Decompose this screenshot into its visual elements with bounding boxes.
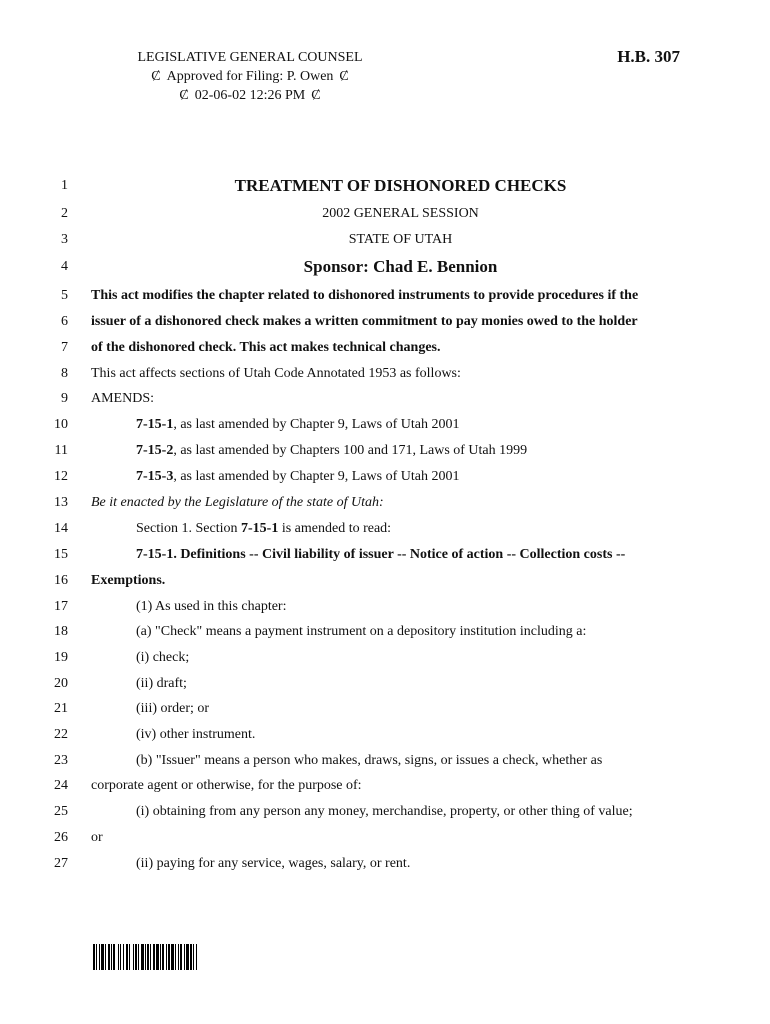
line-number: 2 (61, 206, 68, 221)
line-number: 6 (61, 314, 68, 329)
document-line (0, 674, 770, 694)
date-line (100, 86, 400, 105)
section-intro (136, 519, 710, 539)
document-line (0, 415, 770, 435)
line-number: 20 (54, 676, 68, 691)
approval-mark-icon: Ȼ (339, 69, 349, 84)
document-line (0, 545, 770, 565)
amended-section (136, 467, 710, 487)
section-heading: 7-15-1. Definitions -- Civil liability of issuer -- Notice of action -- Collection costs -- (136, 547, 626, 562)
section-code: 7-15-1 (136, 417, 174, 432)
barcode-bar (197, 944, 199, 970)
document-line (0, 493, 770, 513)
document-line (0, 776, 770, 796)
section-code: 7-15-3 (136, 469, 174, 484)
section-intro-suffix: is amended to read: (278, 521, 392, 536)
line-number: 11 (54, 443, 68, 458)
body-text: (iv) other instrument. (136, 727, 256, 742)
date-mark-icon: Ȼ (311, 88, 321, 103)
line-number: 23 (54, 753, 68, 768)
section-note: , as last amended by Chapter 9, Laws of Utah 2001 (173, 469, 460, 484)
body-text: (a) "Check" means a payment instrument on a depository institution including a: (136, 624, 587, 639)
body-text: corporate agent or otherwise, for the purpose of: (91, 778, 362, 793)
sponsor-line: Sponsor: Chad E. Bennion (303, 257, 498, 276)
line-number: 13 (54, 495, 68, 510)
body-text: (ii) paying for any service, wages, salary, or rent. (136, 856, 411, 871)
amends-heading: AMENDS: (91, 391, 155, 406)
line-number: 16 (54, 573, 68, 588)
document-line (0, 441, 770, 461)
summary-text: This act modifies the chapter related to dishonored instruments to provide procedures if the (91, 288, 639, 303)
line-number: 12 (54, 469, 68, 484)
enacting-clause: Be it enacted by the Legislature of the state of Utah: (91, 495, 384, 510)
line-number: 19 (54, 650, 68, 665)
counsel-header (100, 48, 400, 105)
line-number: 5 (61, 288, 68, 303)
section-heading: Exemptions. (91, 573, 166, 588)
document-line (0, 230, 770, 250)
body-text: or (91, 830, 103, 845)
section-intro-prefix: Section 1. Section (136, 521, 241, 536)
date-mark-icon: Ȼ (179, 88, 189, 103)
date-text: 02-06-02 12:26 PM (194, 88, 306, 103)
document-line (0, 751, 770, 771)
line-number: 22 (54, 727, 68, 742)
document-line (0, 286, 770, 306)
bill-title: TREATMENT OF DISHONORED CHECKS (234, 176, 567, 195)
line-number: 7 (61, 340, 68, 355)
line-number: 14 (54, 521, 68, 536)
body-text: (1) As used in this chapter: (136, 599, 287, 614)
line-number: 26 (54, 830, 68, 845)
summary-text: of the dishonored check. This act makes technical changes. (91, 340, 441, 355)
body-text: (ii) draft; (136, 676, 187, 691)
document-line (0, 699, 770, 719)
line-number: 9 (61, 391, 68, 406)
approval-text: Approved for Filing: P. Owen (166, 69, 334, 84)
document-line (0, 389, 770, 409)
line-number: 18 (54, 624, 68, 639)
line-number: 17 (54, 599, 68, 614)
line-number: 15 (54, 547, 68, 562)
document-line (0, 467, 770, 487)
document-line (0, 519, 770, 539)
section-note: , as last amended by Chapters 100 and 171, Laws of Utah 1999 (173, 443, 528, 458)
document-line (0, 364, 770, 384)
line-number: 10 (54, 417, 68, 432)
state-label: STATE OF UTAH (348, 232, 453, 247)
document-line (0, 571, 770, 591)
section-code: 7-15-2 (136, 443, 174, 458)
bill-number: H.B. 307 (617, 47, 680, 66)
document-line (0, 312, 770, 332)
line-number: 24 (54, 778, 68, 793)
document-line (0, 204, 770, 224)
counsel-title: LEGISLATIVE GENERAL COUNSEL (137, 50, 363, 65)
document-line (0, 597, 770, 617)
document-line (0, 802, 770, 822)
section-code: 7-15-1 (241, 521, 279, 536)
summary-text: issuer of a dishonored check makes a written commitment to pay monies owed to the holder (91, 314, 638, 329)
section-note: , as last amended by Chapter 9, Laws of Utah 2001 (173, 417, 460, 432)
document-line (0, 176, 770, 196)
body-text: (b) "Issuer" means a person who makes, draws, signs, or issues a check, whether as (136, 753, 603, 768)
line-number: 21 (54, 701, 68, 716)
document-line (0, 725, 770, 745)
document-line (0, 828, 770, 848)
line-number: 1 (61, 178, 68, 193)
document-line (0, 257, 770, 277)
body-text: (i) check; (136, 650, 190, 665)
document-line (0, 854, 770, 874)
barcode-icon (93, 944, 231, 970)
body-text: (iii) order; or (136, 701, 210, 716)
document-line (0, 622, 770, 642)
line-number: 3 (61, 232, 68, 247)
document-line (0, 338, 770, 358)
body-text: (i) obtaining from any person any money, merchandise, property, or other thing of value; (136, 804, 633, 819)
body-text: This act affects sections of Utah Code Annotated 1953 as follows: (91, 366, 461, 381)
approval-mark-icon: Ȼ (151, 69, 161, 84)
line-number: 4 (61, 259, 68, 274)
line-number: 8 (61, 366, 68, 381)
document-line (0, 648, 770, 668)
line-number: 27 (54, 856, 68, 871)
line-number: 25 (54, 804, 68, 819)
session-label: 2002 GENERAL SESSION (322, 206, 479, 221)
amended-section (136, 415, 710, 435)
approval-line (100, 67, 400, 86)
amended-section (136, 441, 710, 461)
